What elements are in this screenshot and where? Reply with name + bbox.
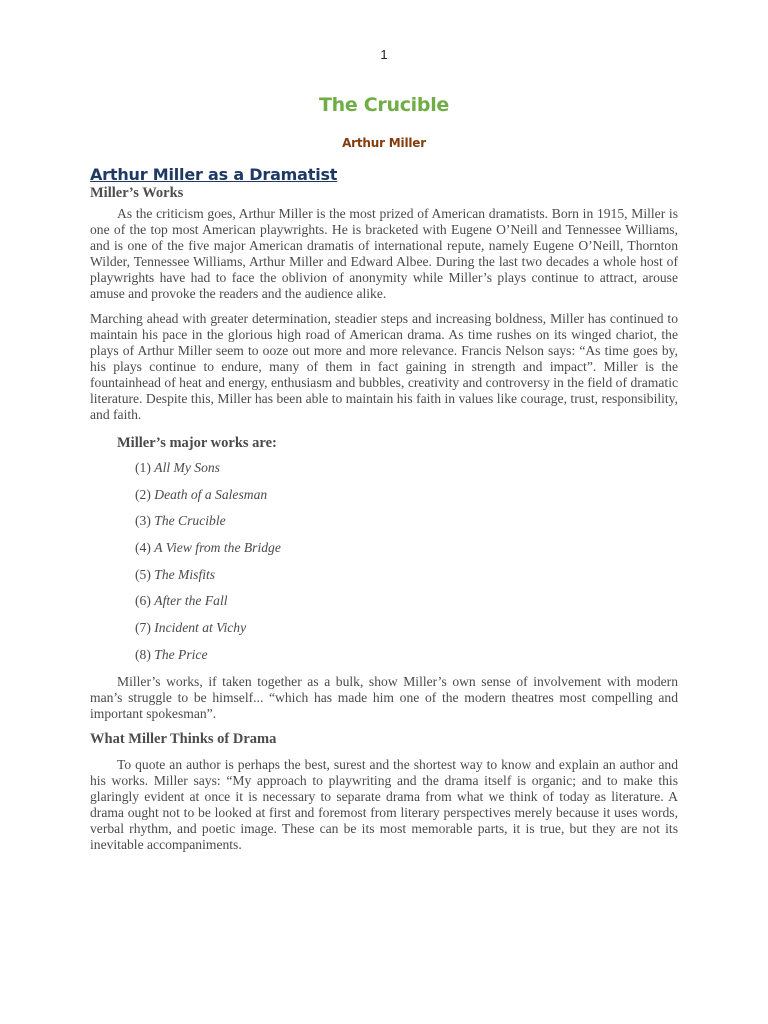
paragraph-criticism: As the criticism goes, Arthur Miller is the most prized of American dramatists. Born in 1915, Miller is one of the top most American playwrights. He is bracketed with Eugene O’Neill and Tennessee Williams, and is one of the five major American dramatis of international repute, namely Eugene O’Neill, Thornton Wilder, Tennessee Williams, Arthur Miller and Edward Albee. During the last two decades a whole host of playwrights have had to face the oblivion of anonymity while Miller’s plays continue to attract, arouse amuse and provoke the readers and the audience alike. [90, 206, 678, 301]
list-item-title: The Misfits [154, 566, 216, 582]
major-works-intro: Miller’s major works are: [117, 435, 277, 451]
list-item-title: All My Sons [154, 460, 220, 475]
major-works-list [90, 460, 678, 674]
list-item-number: (4) [135, 540, 151, 556]
list-item [135, 593, 678, 620]
page-number: 1 [380, 47, 388, 62]
list-item [135, 647, 678, 674]
document-author: Arthur Miller [342, 136, 426, 150]
list-item-number: (6) [135, 593, 151, 609]
list-item-number: (3) [135, 513, 151, 529]
subheading-millers-works: Miller’s Works [90, 185, 184, 201]
list-item-number: (7) [135, 620, 151, 636]
list-item-title: After the Fall [154, 593, 228, 609]
list-item-number: (8) [135, 646, 151, 662]
list-item [135, 620, 678, 647]
list-item [135, 540, 678, 567]
subheading-drama: What Miller Thinks of Drama [90, 730, 277, 747]
list-item-title: Death of a Salesman [154, 486, 268, 502]
list-item [135, 513, 678, 540]
list-item-number: (1) [135, 460, 151, 475]
document-title: The Crucible [318, 94, 449, 116]
list-item [135, 460, 678, 487]
paragraph-marching-ahead: Marching ahead with greater determination, steadier steps and increasing boldness, Miller has continued to maintain his pace in the glorious high road of American drama. As time rushes on its winged chariot, the plays of Arthur Miller seem to ooze out more and more relevance. Francis Nelson says: “As time goes by, his plays continue to endure, many of them in fact gaining in strength and impact”. Miller is the fountainhead of heat and energy, enthusiasm and bubbles, creativity and controversy in the field of dramatic literature. Despite this, Miller has been able to maintain his faith in values like courage, trust, responsibility, and faith. [90, 311, 678, 422]
document-body [90, 185, 678, 853]
list-item [135, 487, 678, 514]
list-item-title: A View from the Bridge [154, 540, 281, 556]
section-heading: Arthur Miller as a Dramatist [90, 165, 338, 184]
paragraph-works-bulk: Miller’s works, if taken together as a bulk, show Miller’s own sense of involvement with modern man’s struggle to be himself... “which has made him one of the modern theatres most compelling and important spokesman”. [90, 673, 678, 721]
paragraph-quote-author: To quote an author is perhaps the best, surest and the shortest way to know and explain an author and his works. Miller says: “My approach to playwriting and the drama itself is organic; and to make this glaringly evident at once it is necessary to separate drama from what we think of today as literature. A drama ought not to be looked at first and foremost from literary perspectives merely because it uses words, verbal rhythm, and poetic image. These can be its most memorable parts, it is true, but they are not its inevitable accompaniments. [90, 756, 678, 852]
list-item-number: (2) [135, 486, 151, 502]
list-item-number: (5) [135, 566, 151, 582]
list-item-title: Incident at Vichy [154, 620, 247, 636]
list-item [135, 567, 678, 594]
document-page [90, 0, 678, 1024]
list-item-title: The Price [154, 646, 208, 662]
list-item-title: The Crucible [154, 513, 226, 529]
